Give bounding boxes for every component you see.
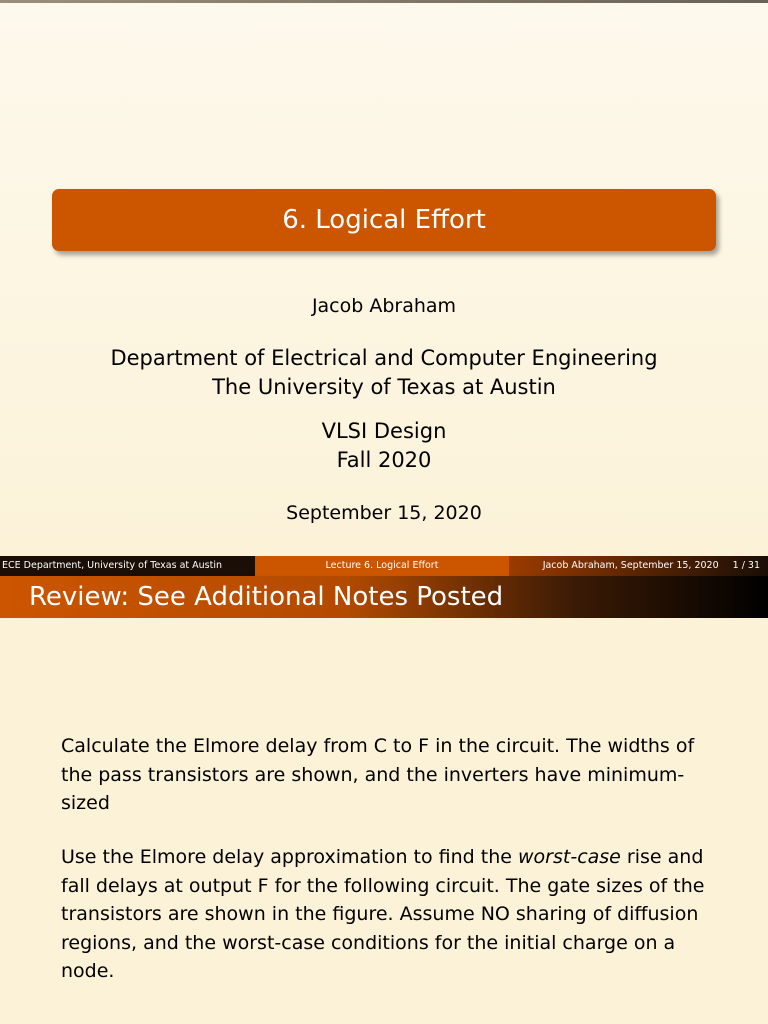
footer-institution: ECE Department, University of Texas at Austin	[0, 556, 255, 576]
paragraph-text-end: rise and fall delays at output F for the following circuit. The gate sizes of the transistors are shown in the figure. Assume NO sharing of diffusion regions, and the worst-case conditions for the initial charge on a node.	[61, 846, 705, 982]
presentation-title-box	[52, 189, 716, 251]
author-name: Jacob Abraham	[311, 295, 457, 317]
footer-page-number: 1 / 31	[732, 560, 760, 571]
presentation-date: September 15, 2020	[286, 502, 482, 524]
presentation-title: 6. Logical Effort	[282, 205, 486, 235]
frame-title-bar	[0, 576, 768, 618]
emphasis-worst-case: worst-case	[518, 846, 621, 868]
course-term: Fall 2020	[336, 448, 432, 472]
footer-author-date	[509, 556, 768, 576]
department-line-1: Department of Electrical and Computer Engineering	[110, 346, 658, 370]
frame-title: Review: See Additional Notes Posted	[29, 582, 504, 612]
paragraph-text-start: Use the Elmore delay approximation to find the	[61, 846, 519, 868]
department-line-2: The University of Texas at Austin	[212, 375, 556, 399]
slide-footer	[0, 556, 768, 576]
paragraph-worst-case	[61, 843, 721, 986]
paragraph-elmore-c-to-f: Calculate the Elmore delay from C to F in the circuit. The widths of the pass transistors are shown, and the inverters have minimum-sized	[61, 735, 695, 814]
course-name: VLSI Design	[321, 419, 447, 443]
footer-author: Jacob Abraham, September 15, 2020	[542, 560, 719, 571]
footer-lecture: Lecture 6. Logical Effort	[255, 556, 508, 576]
